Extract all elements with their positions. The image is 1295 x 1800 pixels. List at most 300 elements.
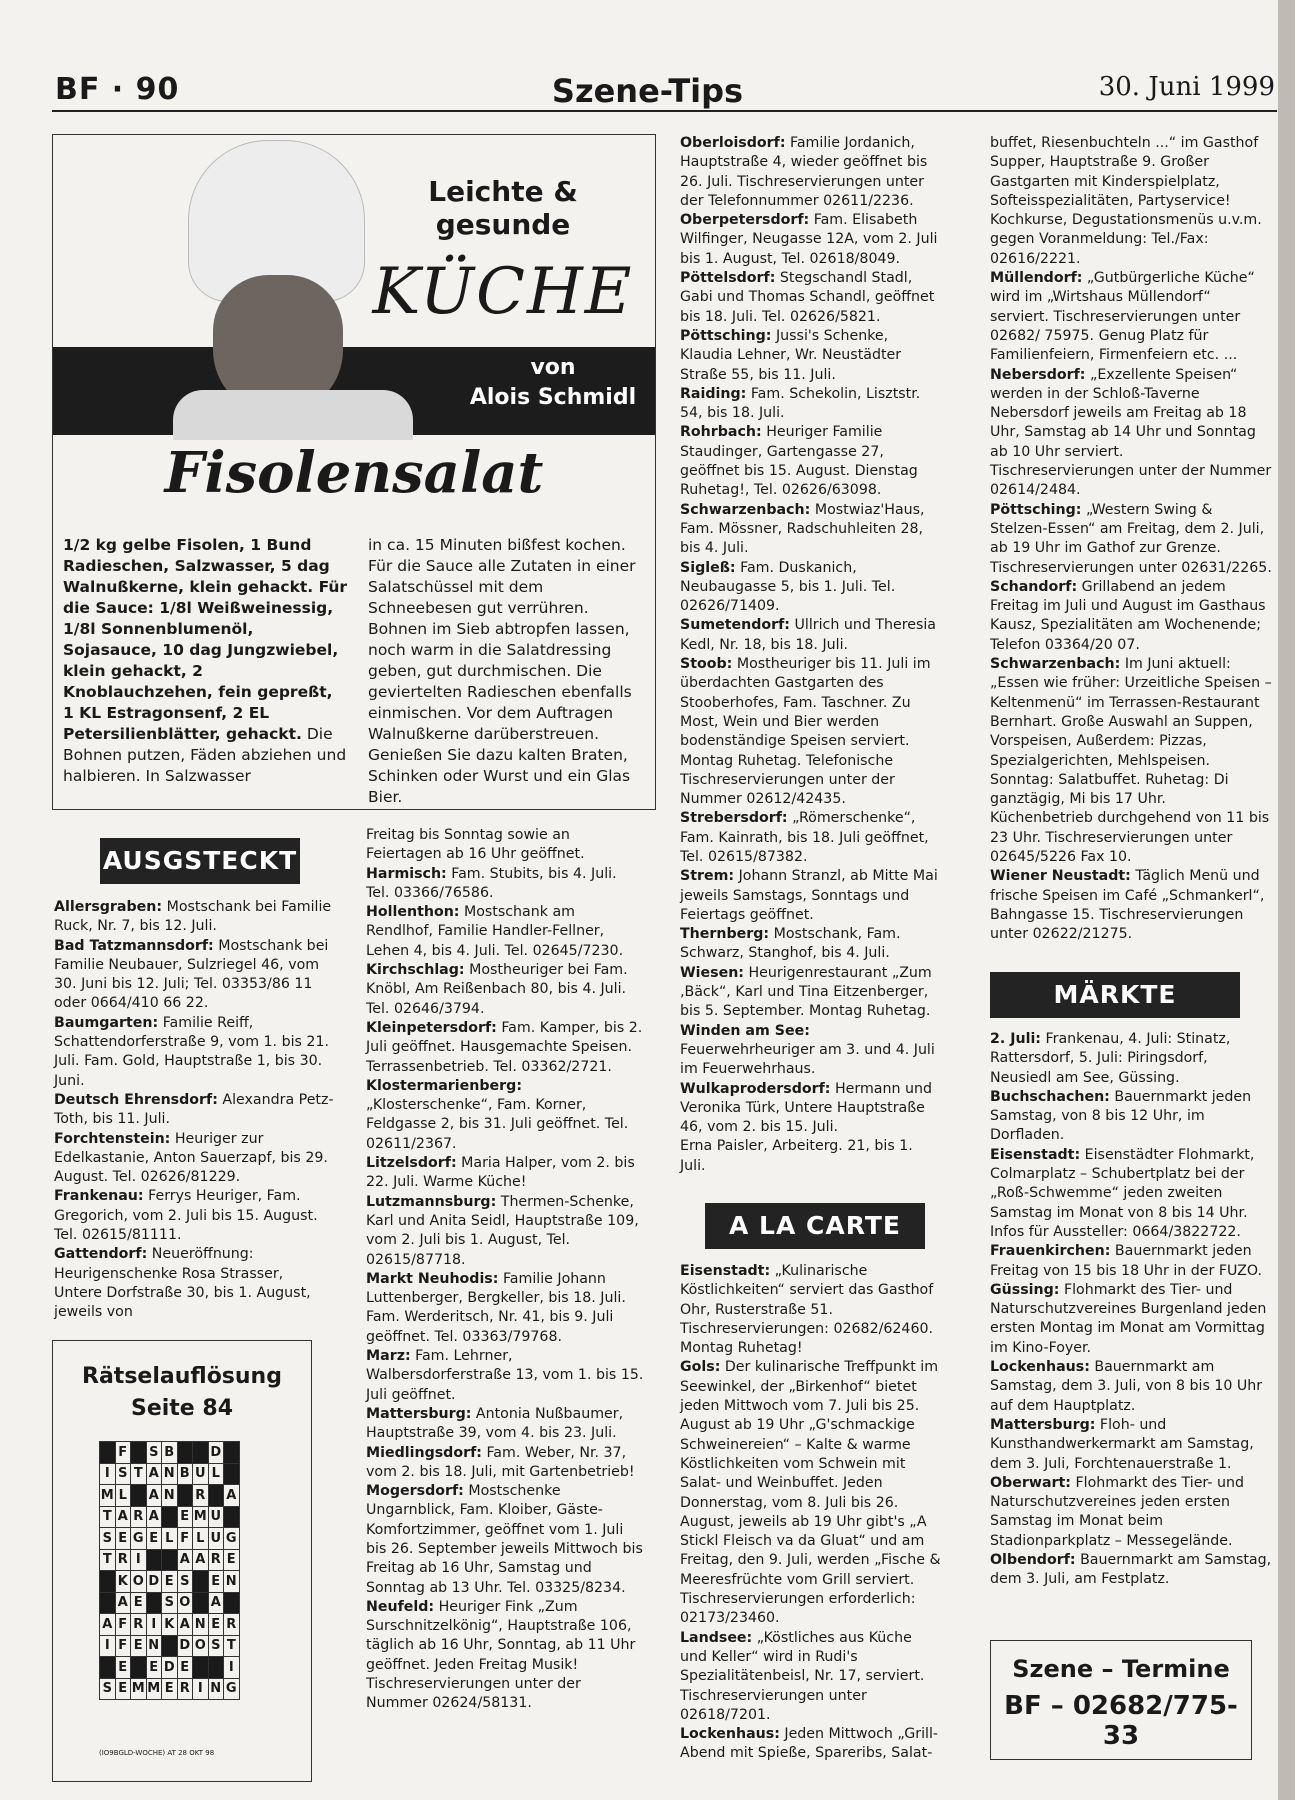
item-text: Alexandra Petz-Toth, bis 11. Juli. [54,1091,334,1128]
item-place: Lutzmannsburg: [366,1193,497,1210]
list-item [990,655,1272,867]
grid-letter: E [177,1657,193,1679]
grid-block [100,1442,116,1464]
grid-letter: R [193,1485,209,1507]
grid-block [131,1657,147,1679]
item-text: Familie Johann Luttenberger, Bergkeller, bis 18. Juli. Fam. Werderitsch, Nr. 41, bis 9. Juli geöffnet. Tel. 03363/79768. [366,1270,626,1345]
alacarte-list [680,1262,942,1764]
item-place: Thernberg: [680,926,770,943]
item-place: Frauenkirchen: [990,1243,1111,1260]
grid-letter: M [100,1485,116,1507]
ausgsteckt-list [54,898,334,1323]
grid-letter: A [224,1485,240,1507]
grid-letter: N [193,1614,209,1636]
grid-letter: I [146,1614,162,1636]
list-item [680,134,942,211]
grid-letter: A [177,1614,193,1636]
item-text: Flohmarkt des Tier- und Naturschutzvereines jeden ersten Samstag im Monat beim Stadionparkplatz – Messegelände. [990,1474,1244,1549]
grid-letter: S [177,1571,193,1593]
item-text: „Western Swing & Stelzen-Essen“ am Freitag, dem 2. Juli, ab 19 Uhr im Gathof zur Grenze. Tischreservierungen unter 02631/2265. [990,501,1272,576]
list-item [680,385,942,424]
list-item [680,925,942,964]
item-text: buffet, Riesenbuchteln ...“ im Gasthof Supper, Hauptstraße 9. Großer Gastgarten mit Kinderspielplatz, Softeisspezialitäten, Partyservice! Kochkurse, Degustationsmenüs u.v.m. gegen Voranmeldung: Tel./Fax: 02616/2221. [990,135,1262,267]
grid-letter: L [115,1485,131,1507]
crossword-grid [99,1441,240,1700]
list-item [366,1154,644,1193]
item-place: Pöttsching: [990,501,1082,518]
item-text: Im Juni aktuell: „Essen wie früher: Urzeitliche Speisen – Keltenmenü“ im Terrassen-Restaurant Bernhart. Große Auswahl an Suppen, Vorspeisen, Außerdem: Pizzas, Spezialgerichten, Mehlspeisen. Sonntag: Salatbuffet. Ruhetag: Di ganztägig, Mi bis 17 Uhr. Küchenbetrieb durchgehend von 11 bis 23 Uhr. Tischreservierungen unter 02645/5226 Fax 10. [990,656,1272,865]
grid-letter: E [208,1614,224,1636]
list-item [680,1629,942,1725]
grid-letter: I [193,1678,209,1700]
list-item [990,134,1272,269]
grid-block [208,1657,224,1679]
chef-coat-image [173,390,413,440]
grid-letter: R [208,1549,224,1571]
grid-letter: M [193,1506,209,1528]
item-place: Hollenthon: [366,904,460,921]
ingredients-text: 1/2 kg gelbe Fisolen, 1 Bund Radieschen, Salzwasser, 5 dag Walnußkerne, klein gehackt. Für die Sauce: 1/8l Weißweinessig, 1/8l Sonnenblumenöl, Sojasauce, 10 dag Jungzwiebel, klein gehackt, 2 Knoblauchzehen, fein gepreßt, 1 KL Estragonsenf, 2 EL Petersilienblätter, gehackt. [63,536,348,743]
list-item [680,327,942,385]
grid-letter: B [177,1463,193,1485]
grid-letter: S [100,1528,116,1550]
item-place: Güssing: [990,1281,1060,1298]
item-place: Oberloisdorf: [680,135,786,151]
heurigen-list-continued [366,826,644,1714]
item-place: Schwarzenbach: [990,656,1121,673]
grid-letter: E [131,1635,147,1657]
item-text: Mostheuriger bei Fam. Knöbl, Am Reißenbach 80, bis 4. Juli. Tel. 02646/3794. [366,962,628,1017]
item-text: Bauernmarkt jeden Freitag von 15 bis 18 Uhr in der FUZO. [990,1243,1262,1279]
grid-letter: U [208,1506,224,1528]
puzzle-footer: (IO9BGLD-WOCHE) AT 28 OKT 98 [99,1749,215,1757]
item-text: Fam. Weber, Nr. 37, vom 2. bis 18. Juli, mit Gartenbetrieb! [366,1444,635,1480]
item-place: Strem: [680,868,735,885]
list-item [54,937,334,1014]
termine-phone: BF – 02682/775-33 [1004,1691,1238,1751]
list-item [990,366,1272,501]
grid-letter: A [115,1506,131,1528]
grid-letter: D [177,1635,193,1657]
grid-letter: I [224,1657,240,1679]
restaurant-list [990,134,1272,944]
item-place: Wiener Neustadt: [990,868,1131,885]
item-text: Familie Jordanich, Hauptstraße 4, wieder geöffnet bis 26. Juli. Tischreservierungen unter der Telefonnummer 02611/2236. [680,135,928,209]
grid-letter: R [131,1506,147,1528]
grid-letter: R [115,1549,131,1571]
list-item [54,1187,334,1245]
grid-letter: S [146,1442,162,1464]
grid-block [146,1592,162,1614]
list-item [680,423,942,500]
item-text: „Köstliches aus Küche und Keller“ wird in Rudi's Spezialitätenbeisl, Nr. 17, serviert. Tischreservierungen unter 02618/7201. [680,1629,925,1723]
grid-letter: M [131,1678,147,1700]
heurigen-list-top [680,134,942,1176]
list-item [680,1725,942,1764]
list-item [54,898,334,937]
item-place: Schwarzenbach: [680,501,811,518]
grid-letter: A [115,1592,131,1614]
item-text: Mostschank, Fam. Schwarz, Stanghof, bis 4. Juli. [680,926,901,962]
item-text: Jeden Mittwoch „Grill-Abend mit Spieße, Spareribs, Salat- [680,1726,939,1762]
item-text: „Gutbürgerliche Küche“ wird im „Wirtshaus Müllendorf“ serviert. Tischreservierungen unter 02682/ 75975. Genug Platz für Familienfeiern, Firmenfeiern etc. ... [990,270,1255,364]
grid-letter: U [208,1528,224,1550]
list-item [680,964,942,1022]
grid-block [193,1592,209,1614]
grid-block [100,1657,116,1679]
grid-letter: R [131,1614,147,1636]
item-place: Oberpetersdorf: [680,212,810,229]
list-item [366,903,644,961]
grid-letter: N [162,1485,178,1507]
list-item [366,1019,644,1077]
recipe-kicker: Leichte & gesunde [428,175,578,241]
list-item [990,1358,1272,1416]
grid-letter: S [162,1592,178,1614]
item-place: Pöttelsdorf: [680,270,776,287]
item-text: Eisenstädter Flohmarkt, Colmarplatz – Schubertplatz bei der „Roß-Schwemme“ jeden zweiten Samstag im Monat von 8 bis 14 Uhr. Infos für Aussteller: 0664/3822722. [990,1146,1255,1240]
grid-letter: A [100,1614,116,1636]
puzzle-title-line1: Rätselauflösung [82,1364,282,1389]
dish-title: Fisolensalat [164,440,544,506]
page-number: BF · 90 [55,72,180,107]
puzzle-solution-box [52,1340,312,1782]
grid-row [100,1657,240,1679]
grid-letter: F [115,1614,131,1636]
item-place: Gols: [680,1359,721,1376]
grid-letter: F [177,1528,193,1550]
item-place: Stoob: [680,656,733,673]
grid-letter: E [146,1657,162,1679]
grid-letter: G [131,1528,147,1550]
grid-letter: O [131,1571,147,1593]
grid-letter: T [100,1506,116,1528]
item-text: Familie Reiff, Schattendorferstraße 9, vom 1. bis 21. Juli. Fam. Gold, Hauptstraße 1, bis 30. Juni. [54,1014,329,1089]
grid-letter: M [146,1678,162,1700]
grid-row [100,1528,240,1550]
item-place: Neufeld: [366,1598,435,1615]
item-place: Nebersdorf: [990,366,1086,383]
grid-letter: K [162,1614,178,1636]
puzzle-title [53,1361,311,1425]
grid-letter: L [162,1528,178,1550]
list-item [990,1416,1272,1474]
grid-block [224,1592,240,1614]
item-place: Mattersburg: [990,1416,1096,1433]
grid-letter: E [208,1571,224,1593]
item-text: Mostschank bei Familie Ruck, Nr. 7, bis 12. Juli. [54,899,332,935]
item-place: Litzelsdorf: [366,1155,457,1172]
grid-block [162,1635,178,1657]
grid-row [100,1549,240,1571]
grid-letter: L [208,1463,224,1485]
grid-letter: T [100,1549,116,1571]
grid-letter: U [193,1463,209,1485]
grid-letter: E [131,1592,147,1614]
item-place: Eisenstadt: [990,1146,1081,1163]
item-text: Erna Paisler, Arbeiterg. 21, bis 1. Juli. [680,1138,913,1174]
item-place: Pöttsching: [680,327,772,344]
item-text: Bauernmarkt jeden Samstag, von 8 bis 12 Uhr, im Dorfladen. [990,1088,1252,1144]
grid-letter: N [146,1635,162,1657]
item-place: Oberwart: [990,1474,1071,1491]
item-text: Heuriger Fink „Zum Surschnitzelkönig“, Hauptstraße 106, täglich ab 16 Uhr, Sonntag, ab 11 Uhr geöffnet. Jeden Freitag Musik! Tischreservierungen unter der Nummer 02624/58131. [366,1598,636,1712]
list-item [366,1444,644,1483]
item-place: Müllendorf: [990,270,1083,287]
item-place: Markt Neuhodis: [366,1270,499,1287]
list-item [366,865,644,904]
item-place: Buchschachen: [990,1088,1110,1105]
list-item [680,501,942,559]
list-item [54,1130,334,1188]
grid-letter: S [100,1678,116,1700]
list-item [680,1358,942,1628]
item-text: „Kulinarische Köstlichkeiten“ serviert das Gasthof Ohr, Rusterstraße 51. Tischreservierungen: 02682/62460. Montag Ruhetag! [680,1263,934,1357]
puzzle-title-line2: Seite 84 [130,1396,234,1421]
item-place: Allersgraben: [54,899,163,915]
list-item [366,1193,644,1270]
instructions-start: Die Bohnen putzen, Fäden abziehen und halbieren. In Salzwasser [63,725,347,785]
grid-letter: N [162,1463,178,1485]
item-text: Mostheuriger bis 11. Juli im überdachten Gastgarten des Stooberhofes, Fam. Taschner. Zu Most, Wein und Bier werden bodenständige Speisen serviert. Montag Ruhetag. Telefonische Tischreservierungen unter der Nummer 02612/42435. [680,656,931,808]
list-item [54,1245,334,1322]
grid-letter: O [193,1635,209,1657]
grid-letter: E [115,1657,131,1679]
grid-row [100,1463,240,1485]
grid-letter: F [115,1442,131,1464]
list-item [366,1482,644,1598]
list-item [366,826,644,865]
grid-letter: R [177,1678,193,1700]
grid-letter: A [177,1549,193,1571]
grid-letter: E [224,1549,240,1571]
grid-row [100,1506,240,1528]
item-place: Lockenhaus: [680,1726,780,1743]
list-item [990,501,1272,578]
grid-block [131,1485,147,1507]
grid-letter: B [162,1442,178,1464]
list-item [680,559,942,617]
grid-letter: D [208,1442,224,1464]
list-item [680,211,942,269]
grid-block [146,1549,162,1571]
list-item [366,961,644,1019]
grid-row [100,1614,240,1636]
ausgsteckt-banner: AUSGSTECKT [100,838,300,884]
item-place: 2. Juli: [990,1031,1041,1047]
grid-letter: E [115,1528,131,1550]
item-text: Fam. Kamper, bis 2. Juli geöffnet. Hausgemachte Speisen. Terrassenbetrieb. Tel. 03362/2721. [366,1019,643,1075]
list-item [990,269,1272,365]
item-place: Forchtenstein: [54,1130,171,1147]
item-text: Hermann und Veronika Türk, Untere Hauptstraße 46, vom 2. bis 15. Juli. [680,1080,932,1136]
item-text: Mostschank am Rendlhof, Familie Handler-Fellner, Lehen 4, bis 4. Juli. Tel. 02645/7230. [366,904,624,959]
list-item [366,1598,644,1714]
list-item [366,1347,644,1405]
grid-letter: A [146,1463,162,1485]
list-item [990,1030,1272,1088]
grid-letter: N [208,1678,224,1700]
item-place: Harmisch: [366,865,447,882]
item-text: Thermen-Schenke, Karl und Anita Seidl, Hauptstraße 109, vom 2. Juli bis 1. August, Tel. 02615/87718. [366,1193,639,1268]
maerkte-list [990,1030,1272,1590]
grid-letter: E [115,1678,131,1700]
grid-letter: I [100,1635,116,1657]
grid-letter: G [224,1678,240,1700]
item-place: Klostermarienberg: [366,1077,522,1094]
list-item [680,655,942,809]
item-text: Jussi's Schenke, Klaudia Lehner, Wr. Neustädter Straße 55, bis 11. Juli. [680,327,902,383]
list-item [680,1137,942,1176]
grid-letter: G [224,1528,240,1550]
grid-letter: K [115,1571,131,1593]
item-place: Kirchschlag: [366,962,465,979]
grid-row [100,1485,240,1507]
header-rule [52,110,1277,112]
grid-block [193,1442,209,1464]
grid-block [224,1463,240,1485]
item-place: Bad Tatzmannsdorf: [54,937,214,954]
item-text: Fam. Stubits, bis 4. Juli. Tel. 03366/76586. [366,865,617,901]
list-item [680,269,942,327]
termine-title: Szene – Termine [1012,1655,1230,1683]
item-text: Stegschandl Stadl, Gabi und Thomas Schandl, geöffnet bis 18. Juli. Tel. 02626/5821. [680,270,935,325]
item-place: Marz: [366,1348,411,1365]
item-place: Landsee: [680,1629,753,1646]
grid-letter: E [146,1528,162,1550]
recipe-instructions: in ca. 15 Minuten bißfest kochen. Für die Sauce alle Zutaten in einer Salatschüssel mit dem Schneebesen gut verrühren. Bohnen im Sieb abtropfen lassen, noch warm in die Salatdressing geben, gut durchmischen. Die geviertelten Radieschen ebenfalls einmischen. Vor dem Auftragen Walnußkerne darüberstreuen. Genießen Sie dazu kalten Braten, Schinken oder Wurst und ein Glas Bier. [368,536,636,806]
item-text: Fam. Duskanich, Neubaugasse 5, bis 1. Juli. Tel. 02626/71409. [680,559,896,615]
item-text: Ullrich und Theresia Kedl, Nr. 18, bis 18. Juli. [680,617,937,653]
item-text: Johann Stranzl, ab Mitte Mai jeweils Samstags, Sonntags und Feiertags geöffnet. [680,868,938,923]
list-item [990,1281,1272,1358]
grid-letter: A [146,1506,162,1528]
grid-letter: E [177,1506,193,1528]
item-place: Miedlingsdorf: [366,1444,482,1461]
item-text: „Klosterschenke“, Fam. Korner, Feldgasse 2, bis 31. Juli geöffnet. Tel. 02611/2367. [366,1097,629,1152]
grid-letter: I [100,1463,116,1485]
item-place: Olbendorf: [990,1552,1076,1569]
item-place: Sigleß: [680,559,736,576]
grid-letter: E [162,1678,178,1700]
byline-von: von [530,355,576,380]
item-text: Antonia Nußbaumer, Hauptstraße 39, vom 4. bis 23. Juli. [366,1405,624,1442]
item-text: Heuriger Familie Staudinger, Gartengasse 27, geöffnet bis 15. August. Dienstag Ruhetag!, Tel. 02626/63098. [680,424,918,499]
grid-letter: T [224,1635,240,1657]
item-text: Der kulinarische Treffpunkt im Seewinkel, der „Birkenhof“ bietet jeden Mittwoch vom 7. Juli bis 25. August ab 19 Uhr „G'schmackige Schweinereien“ – Kalte & warme Köstlichkeiten vom Schwein mit Salat- und Weinbuffet. Jeden Donnerstag, vom 8. Juli bis 26. August, jeweils ab 19 Uhr gibt's „A Stickl Fleisch va da Gluat“ und am Freitag, den 9. Juli, werden „Fische & Meeresfrüchte vom Grill serviert. Tischreservierungen erforderlich: 02173/23460. [680,1359,941,1627]
item-text: Mostschenke Ungarnblick, Fam. Kloiber, Gäste-Komfortzimmer, geöffnet vom 1. Juli bis 26. September jeweils Mittwoch bis Freitag ab 16 Uhr, Samstag und Sonntag ab 13 Uhr. Tel. 03325/8234. [366,1483,643,1596]
item-text: Bauernmarkt am Samstag, dem 3. Juli, am Festplatz. [990,1552,1272,1588]
grid-letter: T [131,1463,147,1485]
list-item [990,867,1272,944]
item-place: Raiding: [680,385,747,402]
chef-photo [53,135,655,435]
item-place: Gattendorf: [54,1246,148,1263]
item-place: Mogersdorf: [366,1483,464,1500]
grid-block [208,1485,224,1507]
item-place: Winden am See: [680,1022,810,1039]
grid-letter: N [224,1571,240,1593]
section-title: Szene-Tips [551,72,744,110]
item-text: Fam. Schekolin, Lisztstr. 54, bis 18. Juli. [680,385,921,422]
recipe-section-title: KÜCHE [372,255,634,329]
list-item [990,1146,1272,1242]
list-item [366,1077,644,1154]
item-text: „Römerschenke“, Fam. Kainrath, bis 18. Juli geöffnet, Tel. 02615/87382. [680,810,929,865]
grid-letter: I [131,1549,147,1571]
item-place: Mattersburg: [366,1405,472,1422]
grid-row [100,1442,240,1464]
recipe-ingredients [63,535,348,787]
grid-block [100,1571,116,1593]
item-text: Grillabend an jedem Freitag im Juli und August im Gasthaus Kausz, Spezialitäten am Wochenende; Telefon 03364/20 07. [990,578,1266,653]
item-place: Wulkaprodersdorf: [680,1080,831,1097]
item-place: Baumgarten: [54,1014,159,1031]
grid-letter: A [146,1485,162,1507]
item-place: Wiesen: [680,964,744,981]
item-text: Maria Halper, vom 2. bis 22. Juli. Warme Küche! [366,1155,635,1191]
item-text: Floh- und Kunsthandwerkermarkt am Samstag, dem 3. Juli, Forchtenauerstraße 1. [990,1416,1254,1472]
list-item [990,578,1272,655]
grid-letter: F [115,1635,131,1657]
grid-letter: E [162,1571,178,1593]
grid-block [162,1549,178,1571]
recipe-byline [453,353,653,413]
item-text: Bauernmarkt am Samstag, dem 3. Juli, von 8 bis 10 Uhr auf dem Hauptplatz. [990,1359,1263,1414]
item-place: Schandorf: [990,578,1078,595]
maerkte-banner: MÄRKTE [990,972,1240,1018]
grid-block [224,1506,240,1528]
item-place: Lockenhaus: [990,1359,1090,1376]
grid-letter: A [208,1592,224,1614]
grid-block [177,1442,193,1464]
item-place: Eisenstadt: [680,1263,771,1279]
item-text: Heuriger zur Edelkastanie, Anton Sauerzapf, bis 29. August. Tel. 02626/81229. [54,1130,328,1186]
item-text: Täglich Menü und frische Speisen im Café „Schmankerl“, Bahngasse 15. Tischreservierungen unter 02622/21275. [990,868,1265,943]
item-text: „Exzellente Speisen“ werden in der Schloß-Taverne Nebersdorf jeweils am Freitag ab 18 Uhr, Samstag ab 14 Uhr und Sonntag ab 10 Uhr serviert. Tischreservierungen unter der Nummer 02614/2484. [990,366,1272,499]
szene-termine-box [990,1640,1252,1760]
recipe-box [52,134,656,810]
item-place: Rohrbach: [680,424,762,441]
item-place: Deutsch Ehrensdorf: [54,1091,218,1108]
list-item [54,1091,334,1130]
grid-letter: D [162,1657,178,1679]
list-item [680,867,942,925]
item-place: Kleinpetersdorf: [366,1019,497,1036]
grid-row [100,1592,240,1614]
item-text: Frankenau, 4. Juli: Stinatz, Rattersdorf, 5. Juli: Piringsdorf, Neusiedl am See, Güssing. [990,1031,1231,1086]
list-item [680,1080,942,1138]
item-place: Sumetendorf: [680,617,790,634]
list-item [990,1088,1272,1146]
grid-block [131,1442,147,1464]
grid-letter: S [208,1635,224,1657]
list-item [680,616,942,655]
grid-letter: R [224,1614,240,1636]
list-item [990,1242,1272,1281]
item-text: Ferrys Heuriger, Fam. Gregorich, vom 2. Juli bis 15. August. Tel. 02615/81111. [54,1188,318,1244]
grid-block [177,1485,193,1507]
grid-block [193,1657,209,1679]
byline-author: Alois Schmidl [469,385,637,410]
list-item [680,1262,942,1358]
grid-row [100,1635,240,1657]
list-item [54,1014,334,1091]
item-text: Mostschank bei Familie Neubauer, Sulzriegel 46, vom 30. Juni bis 12. Juli; Tel. 03353/86 11 oder 0664/410 66 22. [54,937,329,1012]
grid-block [162,1506,178,1528]
item-place: Frankenau: [54,1188,144,1205]
list-item [990,1551,1272,1590]
